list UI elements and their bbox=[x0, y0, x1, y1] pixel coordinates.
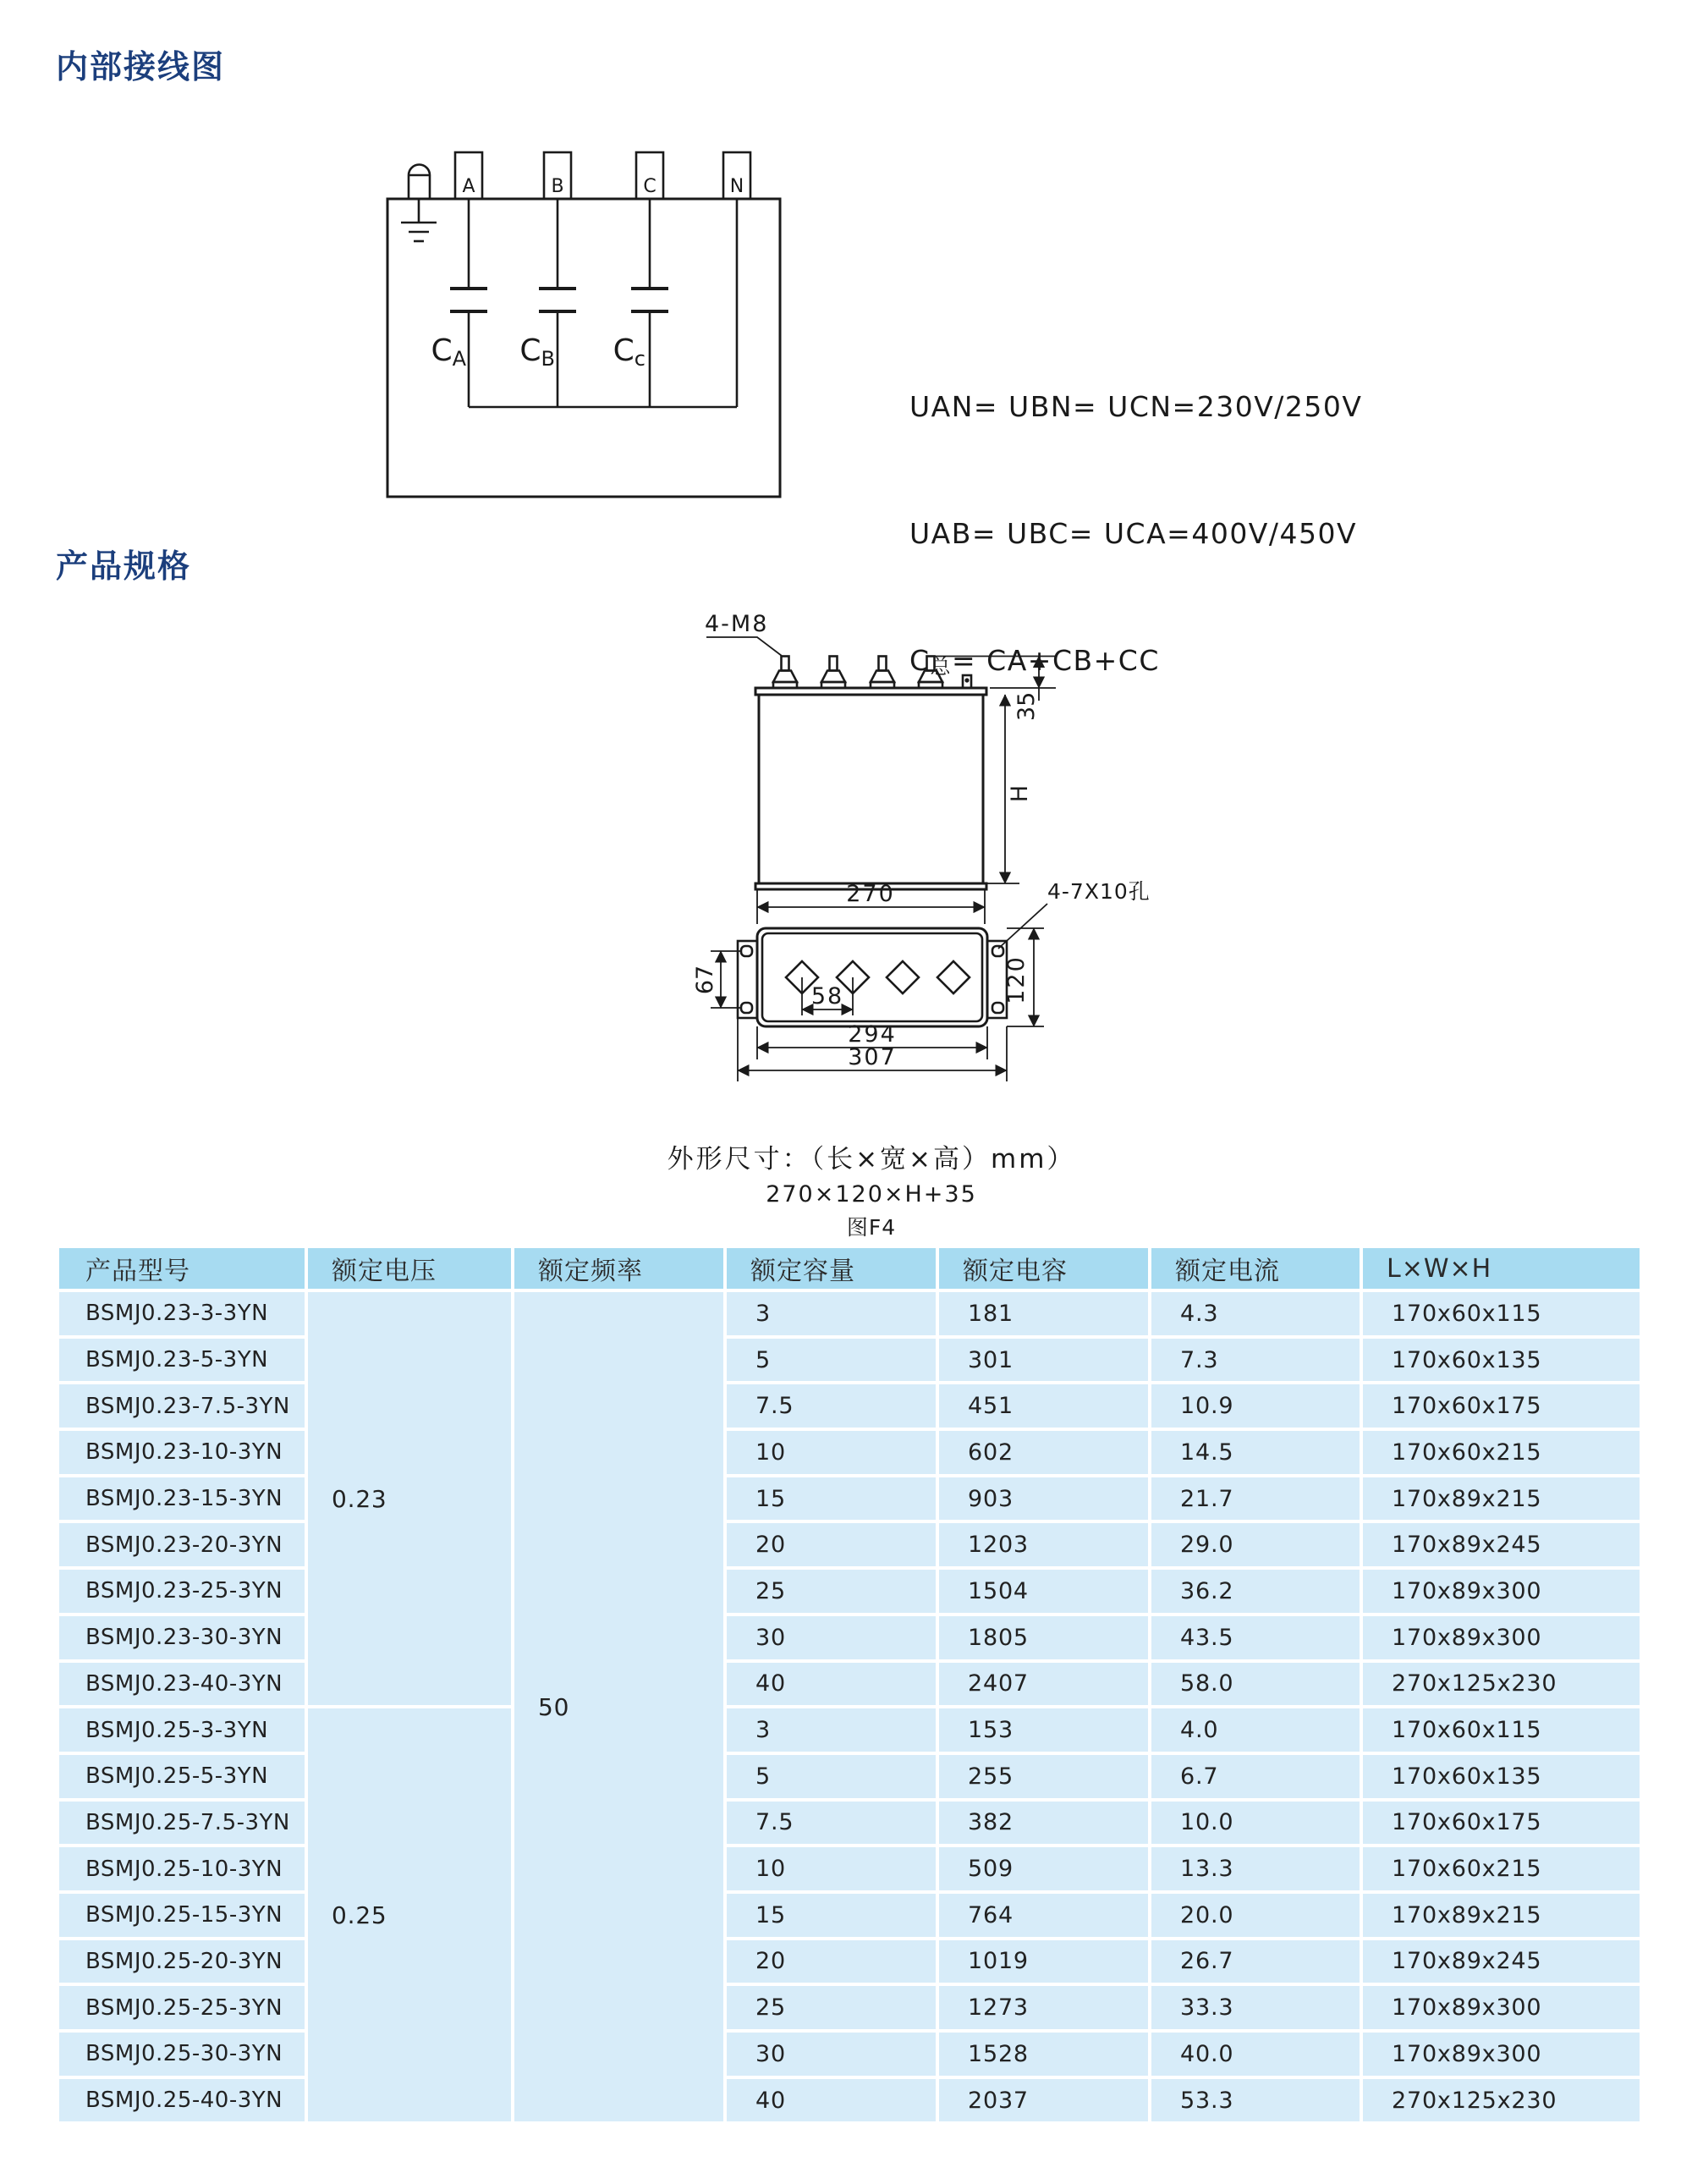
capacitor-branch-a bbox=[450, 199, 487, 407]
top-view-body-outer bbox=[757, 928, 987, 1026]
dimensions-cell: 270x125x230 bbox=[1363, 2079, 1640, 2122]
current-cell: 4.0 bbox=[1151, 1708, 1360, 1752]
capacitance-cell: 2407 bbox=[939, 1663, 1148, 1706]
model-cell: BSMJ0.25-25-3YN bbox=[59, 1986, 305, 2029]
model-cell: BSMJ0.25-15-3YN bbox=[59, 1894, 305, 1937]
formula-phase-voltage: UAN= UBN= UCN=230V/250V bbox=[909, 390, 1363, 423]
capacitance-cell: 1019 bbox=[939, 1940, 1148, 1983]
dimensions-cell: 170x60x115 bbox=[1363, 1292, 1640, 1335]
model-cell: BSMJ0.23-25-3YN bbox=[59, 1570, 305, 1613]
capacity-cell: 40 bbox=[727, 1663, 936, 1706]
ground-symbol bbox=[401, 199, 437, 241]
capacitance-cell: 1528 bbox=[939, 2033, 1148, 2076]
top-view bbox=[692, 879, 1151, 1081]
column-header-3: 额定容量 bbox=[727, 1248, 936, 1289]
column-header-1: 额定电压 bbox=[308, 1248, 511, 1289]
current-cell: 36.2 bbox=[1151, 1570, 1360, 1613]
capacity-cell: 7.5 bbox=[727, 1802, 936, 1845]
front-view bbox=[705, 611, 1056, 924]
capacitance-cell: 903 bbox=[939, 1477, 1148, 1521]
capacity-cell: 3 bbox=[727, 1292, 936, 1335]
capacity-cell: 25 bbox=[727, 1986, 936, 2029]
table-row bbox=[59, 1570, 1640, 1613]
dim-hole-spacing bbox=[692, 951, 741, 1008]
dimensions-cell: 170x89x215 bbox=[1363, 1894, 1640, 1937]
capacitor-body bbox=[759, 695, 983, 883]
capacitance-cell: 451 bbox=[939, 1384, 1148, 1428]
model-cell: BSMJ0.23-7.5-3YN bbox=[59, 1384, 305, 1428]
capacitance-cell: 1273 bbox=[939, 1986, 1148, 2029]
dimensions-cell: 170x89x245 bbox=[1363, 1523, 1640, 1566]
capacitance-cell: 181 bbox=[939, 1292, 1148, 1335]
model-cell: BSMJ0.25-10-3YN bbox=[59, 1847, 305, 1890]
table-row bbox=[59, 1755, 1640, 1798]
current-cell: 13.3 bbox=[1151, 1847, 1360, 1890]
capacity-cell: 5 bbox=[727, 1339, 936, 1382]
capacitance-cell: 153 bbox=[939, 1708, 1148, 1752]
table-row bbox=[59, 1431, 1640, 1474]
current-cell: 7.3 bbox=[1151, 1339, 1360, 1382]
svg-text:67: 67 bbox=[692, 965, 718, 995]
dim-width-120 bbox=[1003, 928, 1044, 1026]
table-row bbox=[59, 1986, 1640, 2029]
capacity-cell: 40 bbox=[727, 2079, 936, 2122]
front-terminals bbox=[773, 657, 942, 689]
model-cell: BSMJ0.25-30-3YN bbox=[59, 2033, 305, 2076]
table-row bbox=[59, 1708, 1640, 1752]
capacitance-cell: 1504 bbox=[939, 1570, 1148, 1613]
capacitance-cell: 764 bbox=[939, 1894, 1148, 1937]
dimensions-cell: 170x60x135 bbox=[1363, 1755, 1640, 1798]
model-cell: BSMJ0.23-3-3YN bbox=[59, 1292, 305, 1335]
table-row bbox=[59, 1940, 1640, 1983]
capacity-cell: 30 bbox=[727, 1616, 936, 1659]
table-row bbox=[59, 1616, 1640, 1659]
capacity-cell: 20 bbox=[727, 1940, 936, 1983]
current-cell: 58.0 bbox=[1151, 1663, 1360, 1706]
table-row bbox=[59, 1384, 1640, 1428]
dim-body-height bbox=[986, 695, 1033, 883]
current-cell: 4.3 bbox=[1151, 1292, 1360, 1335]
caption-dimension-formula: 270×120×H+35 bbox=[766, 1181, 977, 1208]
ground-pin bbox=[409, 165, 430, 200]
capacitor-label-cb: CB bbox=[519, 333, 555, 371]
dimensions-cell: 170x89x215 bbox=[1363, 1477, 1640, 1521]
dimensions-cell: 170x60x135 bbox=[1363, 1339, 1640, 1382]
model-cell: BSMJ0.25-7.5-3YN bbox=[59, 1802, 305, 1845]
terminal-label-b: B bbox=[551, 176, 564, 197]
table-header bbox=[59, 1248, 1640, 1289]
outline-dimension-drawing bbox=[685, 592, 1167, 1134]
svg-text:294: 294 bbox=[848, 1021, 897, 1048]
dimension-caption bbox=[491, 1137, 1252, 1241]
table-row bbox=[59, 1802, 1640, 1845]
model-cell: BSMJ0.23-15-3YN bbox=[59, 1477, 305, 1521]
dimensions-cell: 170x89x300 bbox=[1363, 2033, 1640, 2076]
dimensions-cell: 170x89x245 bbox=[1363, 1940, 1640, 1983]
current-cell: 26.7 bbox=[1151, 1940, 1360, 1983]
table-row bbox=[59, 1339, 1640, 1382]
capacity-cell: 15 bbox=[727, 1894, 936, 1937]
capacitance-cell: 509 bbox=[939, 1847, 1148, 1890]
svg-text:35: 35 bbox=[1014, 691, 1040, 721]
capacitance-cell: 1203 bbox=[939, 1523, 1148, 1566]
table-row bbox=[59, 1894, 1640, 1937]
dim-terminal-pitch bbox=[802, 977, 853, 1015]
caption-outline-dimensions: 外形尺寸：（长×宽×高）mm） bbox=[667, 1144, 1076, 1175]
svg-text:307: 307 bbox=[848, 1044, 897, 1070]
bolt-spec-label: 4-M8 bbox=[705, 611, 769, 637]
model-cell: BSMJ0.23-10-3YN bbox=[59, 1431, 305, 1474]
table-row bbox=[59, 2079, 1640, 2122]
svg-text:270: 270 bbox=[846, 881, 895, 907]
mounting-hole-label: 4-7X10孔 bbox=[1047, 879, 1151, 904]
frequency-cell: 50 bbox=[514, 1292, 723, 2121]
model-cell: BSMJ0.25-20-3YN bbox=[59, 1940, 305, 1983]
dimensions-cell: 170x60x215 bbox=[1363, 1847, 1640, 1890]
current-cell: 21.7 bbox=[1151, 1477, 1360, 1521]
dimensions-cell: 170x60x175 bbox=[1363, 1802, 1640, 1845]
capacitor-branch-b bbox=[539, 199, 576, 407]
capacitor-branch-c bbox=[631, 199, 668, 407]
capacity-cell: 3 bbox=[727, 1708, 936, 1752]
table-row bbox=[59, 1523, 1640, 1566]
capacitance-cell: 1805 bbox=[939, 1616, 1148, 1659]
current-cell: 33.3 bbox=[1151, 1986, 1360, 2029]
table-row bbox=[59, 1477, 1640, 1521]
dimensions-cell: 170x89x300 bbox=[1363, 1616, 1640, 1659]
column-header-4: 额定电容 bbox=[939, 1248, 1148, 1289]
capacitance-cell: 382 bbox=[939, 1802, 1148, 1845]
model-cell: BSMJ0.25-5-3YN bbox=[59, 1755, 305, 1798]
svg-text:120: 120 bbox=[1003, 955, 1030, 1004]
dimensions-cell: 170x60x215 bbox=[1363, 1431, 1640, 1474]
dimensions-cell: 170x89x300 bbox=[1363, 1986, 1640, 2029]
capacitance-cell: 602 bbox=[939, 1431, 1148, 1474]
terminal-label-n: N bbox=[729, 176, 744, 197]
table-row bbox=[59, 2033, 1640, 2076]
svg-text:H: H bbox=[1007, 784, 1033, 803]
current-cell: 14.5 bbox=[1151, 1431, 1360, 1474]
current-cell: 6.7 bbox=[1151, 1755, 1360, 1798]
table-row bbox=[59, 1292, 1640, 1335]
svg-text:58: 58 bbox=[810, 983, 844, 1009]
model-cell: BSMJ0.25-3-3YN bbox=[59, 1708, 305, 1752]
formula-total-capacitance: C总= CA+CB+CC bbox=[909, 644, 1160, 679]
column-header-6: L×W×H bbox=[1363, 1248, 1640, 1289]
dimensions-cell: 270x125x230 bbox=[1363, 1663, 1640, 1706]
dimensions-cell: 170x60x175 bbox=[1363, 1384, 1640, 1428]
voltage-cell: 0.25 bbox=[308, 1708, 511, 2121]
caption-figure-number: 图F4 bbox=[846, 1215, 897, 1240]
formula-line-voltage: UAB= UBC= UCA=400V/450V bbox=[909, 517, 1358, 550]
capacitance-cell: 255 bbox=[939, 1755, 1148, 1798]
capacity-cell: 15 bbox=[727, 1477, 936, 1521]
capacity-cell: 25 bbox=[727, 1570, 936, 1613]
model-cell: BSMJ0.23-40-3YN bbox=[59, 1663, 305, 1706]
section-title-product-spec: 产品规格 bbox=[56, 547, 192, 585]
dim-body-width bbox=[757, 881, 985, 924]
capacitance-cell: 301 bbox=[939, 1339, 1148, 1382]
top-view-body-inner bbox=[762, 933, 982, 1021]
current-cell: 20.0 bbox=[1151, 1894, 1360, 1937]
vent-stud bbox=[963, 675, 971, 688]
capacity-cell: 20 bbox=[727, 1523, 936, 1566]
capacity-cell: 10 bbox=[727, 1847, 936, 1890]
current-cell: 10.9 bbox=[1151, 1384, 1360, 1428]
current-cell: 40.0 bbox=[1151, 2033, 1360, 2076]
product-spec-table bbox=[56, 1245, 1643, 2125]
capacitor-label-cc: Cc bbox=[613, 333, 645, 371]
capacity-cell: 7.5 bbox=[727, 1384, 936, 1428]
section-title-wiring-diagram: 内部接线图 bbox=[56, 48, 226, 85]
current-cell: 53.3 bbox=[1151, 2079, 1360, 2122]
terminal-label-c: C bbox=[643, 176, 656, 197]
column-header-0: 产品型号 bbox=[59, 1248, 305, 1289]
internal-wiring-diagram bbox=[381, 127, 787, 503]
capacity-cell: 10 bbox=[727, 1431, 936, 1474]
column-header-2: 额定频率 bbox=[514, 1248, 723, 1289]
model-cell: BSMJ0.23-30-3YN bbox=[59, 1616, 305, 1659]
dimensions-cell: 170x89x300 bbox=[1363, 1570, 1640, 1613]
capacitor-label-ca: CA bbox=[431, 333, 466, 371]
table-row bbox=[59, 1663, 1640, 1706]
table-row bbox=[59, 1847, 1640, 1890]
dimensions-cell: 170x60x115 bbox=[1363, 1708, 1640, 1752]
capacitance-cell: 2037 bbox=[939, 2079, 1148, 2122]
capacity-cell: 30 bbox=[727, 2033, 936, 2076]
current-cell: 10.0 bbox=[1151, 1802, 1360, 1845]
model-cell: BSMJ0.23-5-3YN bbox=[59, 1339, 305, 1382]
current-cell: 29.0 bbox=[1151, 1523, 1360, 1566]
voltage-cell: 0.23 bbox=[308, 1292, 511, 1705]
mounting-holes bbox=[741, 946, 1003, 1013]
model-cell: BSMJ0.23-20-3YN bbox=[59, 1523, 305, 1566]
capacity-cell: 5 bbox=[727, 1755, 936, 1798]
model-cell: BSMJ0.25-40-3YN bbox=[59, 2079, 305, 2122]
column-header-5: 额定电流 bbox=[1151, 1248, 1360, 1289]
current-cell: 43.5 bbox=[1151, 1616, 1360, 1659]
terminal-label-a: A bbox=[462, 176, 475, 197]
